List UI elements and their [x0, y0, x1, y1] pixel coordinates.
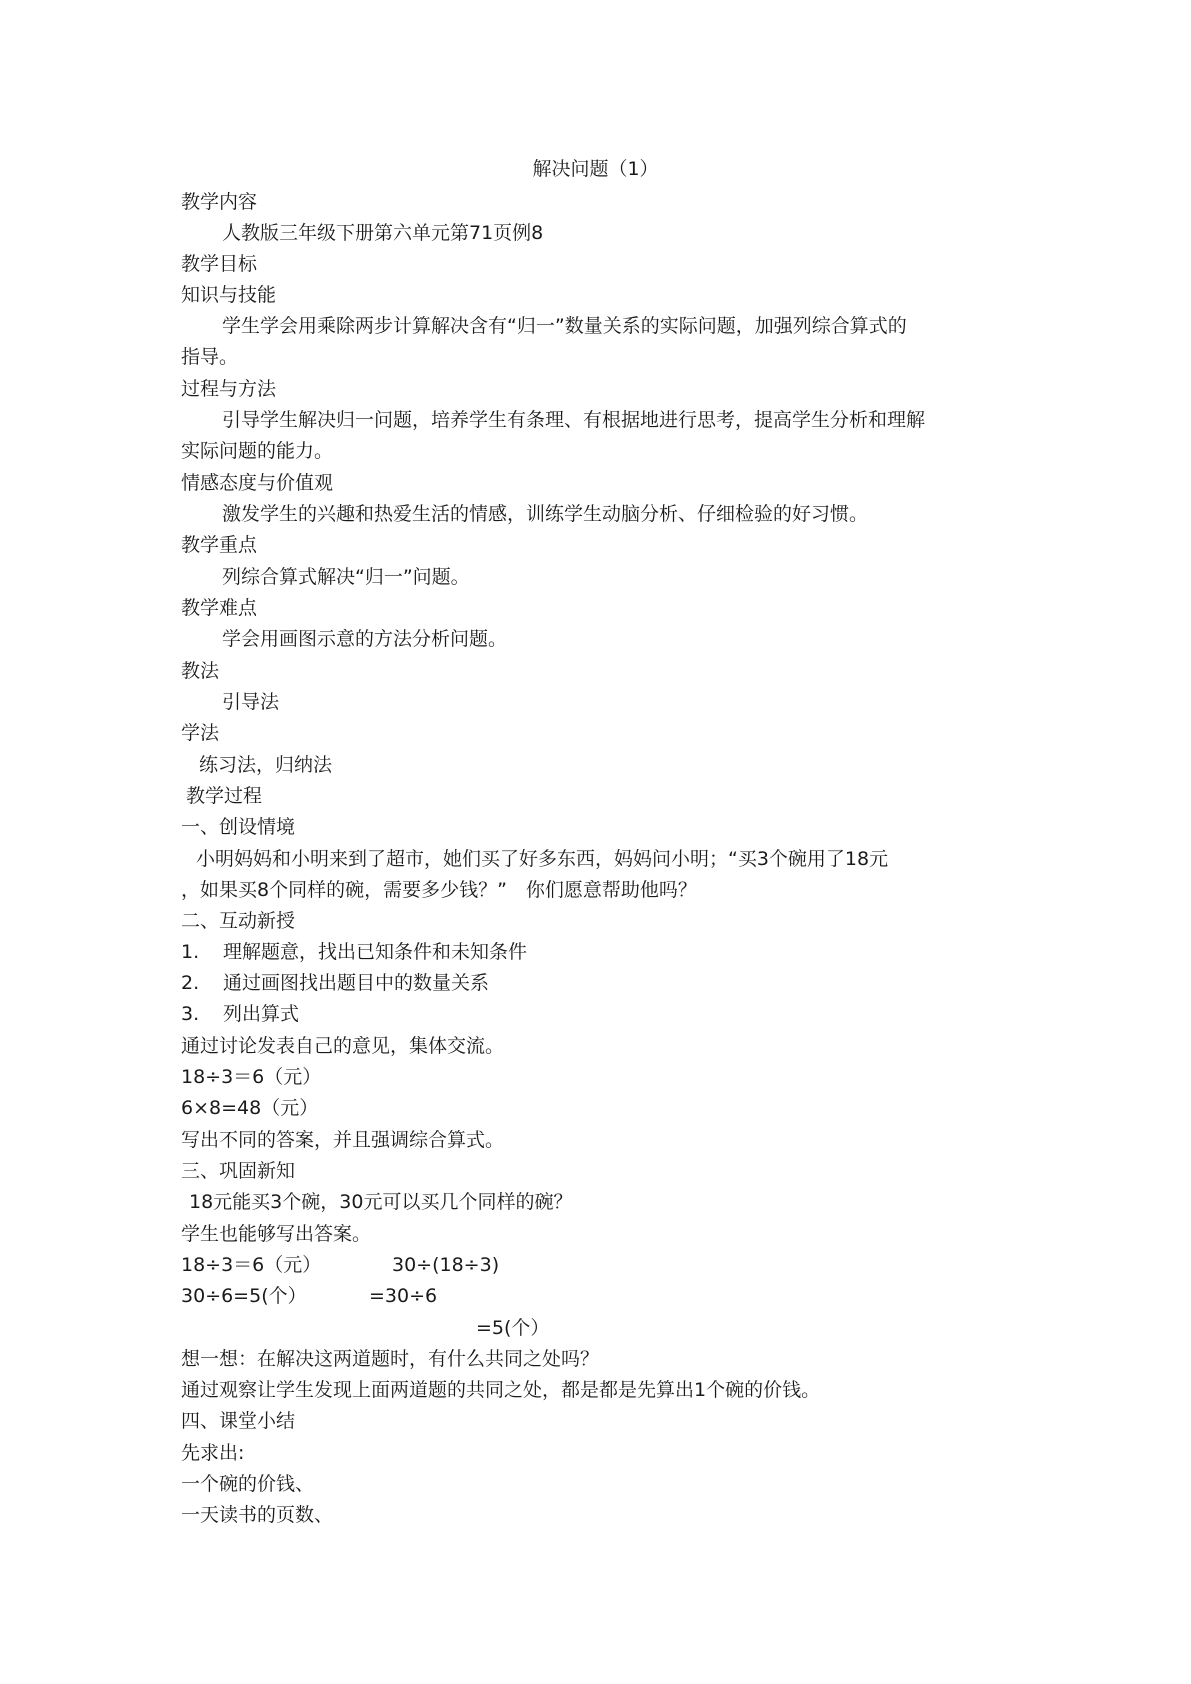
text-line: 引导学生解决归一问题，培养学生有条理、有根据地进行思考，提高学生分析和理解	[222, 409, 926, 431]
text-line: 18元能买3个碗，30元可以买几个同样的碗？	[189, 1191, 573, 1213]
document-title: 解决问题（1）	[532, 158, 659, 180]
heading-knowledge-skills: 知识与技能	[181, 284, 277, 306]
text-line: 人教版三年级下册第六单元第71页例8	[222, 222, 544, 244]
heading-teaching-method: 教法	[181, 660, 220, 682]
text-line: 引导法	[222, 691, 280, 713]
text-line: 列综合算式解决“归一”问题。	[222, 566, 470, 588]
text-line: ，如果买8个同样的碗，需要多少钱？” 你们愿意帮助他吗？	[181, 879, 697, 901]
text-line: 小明妈妈和小明来到了超市，她们买了好多东西，妈妈问小明；“买3个碗用了18元	[196, 848, 889, 870]
list-item	[181, 971, 489, 995]
text-line: 指导。	[181, 346, 239, 368]
heading-section-2: 二、互动新授	[181, 910, 296, 932]
heading-teaching-content: 教学内容	[181, 191, 258, 213]
heading-difficulties: 教学难点	[181, 597, 258, 619]
equation: 6×8=48（元）	[181, 1097, 319, 1119]
text-line: 学生也能够写出答案。	[181, 1223, 372, 1245]
equation: 30÷6=5(个）	[181, 1285, 307, 1307]
equation: 30÷(18÷3)	[392, 1254, 500, 1276]
heading-teaching-goals: 教学目标	[181, 253, 258, 275]
list-text: 理解题意，找出已知条件和未知条件	[223, 941, 528, 963]
list-number: 3.	[181, 1003, 200, 1025]
heading-section-4: 四、课堂小结	[181, 1410, 296, 1432]
equation: =30÷6	[369, 1285, 438, 1307]
list-number: 1.	[181, 941, 200, 963]
text-line: 一个碗的价钱、	[181, 1473, 315, 1495]
text-line: 学会用画图示意的方法分析问题。	[222, 628, 508, 650]
text-line: 先求出:	[181, 1442, 245, 1464]
text-line: 想一想：在解决这两道题时，有什么共同之处吗？	[181, 1348, 600, 1370]
text-line: 一天读书的页数、	[181, 1504, 334, 1526]
text-line: 学生学会用乘除两步计算解决含有“归一”数量关系的实际问题，加强列综合算式的	[222, 315, 907, 337]
heading-teaching-process: 教学过程	[186, 785, 263, 807]
text-line: 通过观察让学生发现上面两道题的共同之处，都是都是先算出1个碗的价钱。	[181, 1379, 821, 1401]
list-text: 列出算式	[223, 1003, 300, 1025]
text-line: 激发学生的兴趣和热爱生活的情感，训练学生动脑分析、仔细检验的好习惯。	[222, 503, 869, 525]
list-text: 通过画图找出题目中的数量关系	[223, 972, 490, 994]
heading-key-points: 教学重点	[181, 534, 258, 556]
text-line: 通过讨论发表自己的意见，集体交流。	[181, 1035, 505, 1057]
heading-process-method: 过程与方法	[181, 378, 277, 400]
equation: 18÷3＝6（元）	[181, 1066, 322, 1088]
heading-section-1: 一、创设情境	[181, 816, 296, 838]
heading-learning-method: 学法	[181, 722, 220, 744]
text-line: 写出不同的答案，并且强调综合算式。	[181, 1129, 505, 1151]
text-line: 练习法，归纳法	[199, 754, 333, 776]
equation: 18÷3＝6（元）	[181, 1254, 322, 1276]
equation: =5(个）	[476, 1317, 550, 1339]
heading-section-3: 三、巩固新知	[181, 1160, 296, 1182]
list-number: 2.	[181, 972, 200, 994]
list-item	[181, 940, 527, 964]
heading-attitude-values: 情感态度与价值观	[181, 472, 334, 494]
list-item	[181, 1002, 299, 1026]
text-line: 实际问题的能力。	[181, 440, 334, 462]
